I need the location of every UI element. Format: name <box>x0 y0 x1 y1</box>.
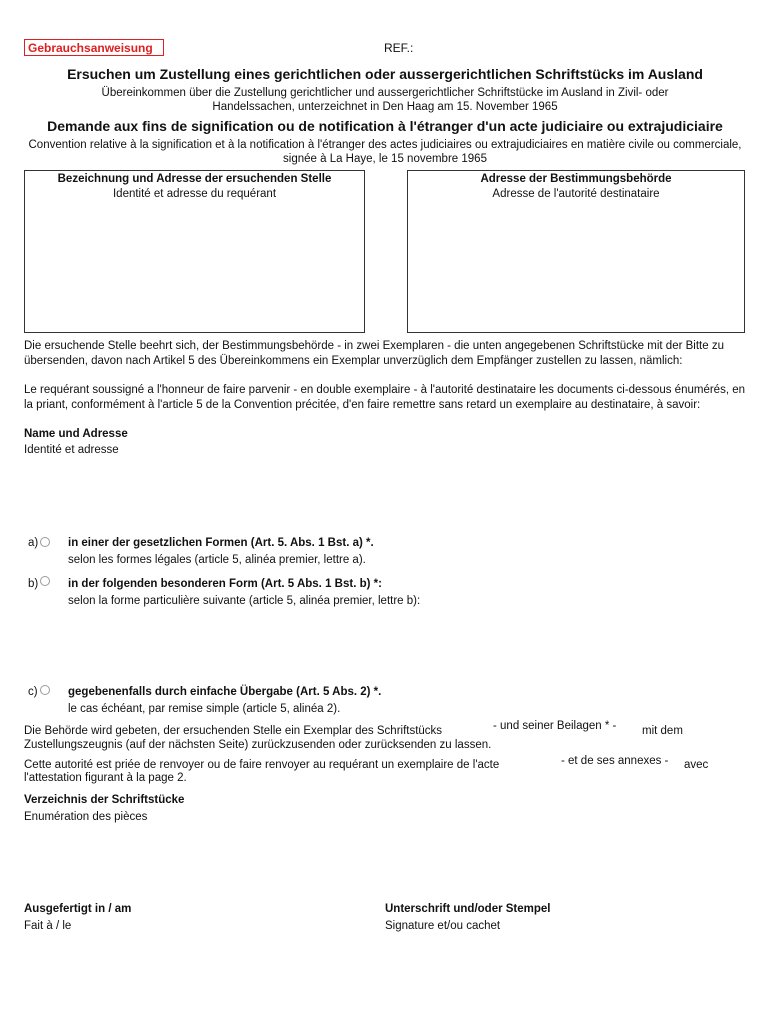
return-text-de-line2: Zustellungszeugnis (auf der nächsten Seite) zurückzusenden oder zurücksenden zu lassen. <box>24 739 492 751</box>
recipient-label-de: Name und Adresse <box>24 428 128 440</box>
option-c-label-de: gegebenenfalls durch einfache Übergabe (Art. 5 Abs. 2) *. <box>68 686 382 698</box>
option-c-letter: c) <box>28 686 38 698</box>
page-title-fr: Demande aux fins de signification ou de notification à l'étranger d'un acte judiciaire ou extrajudiciaire <box>47 118 723 134</box>
return-text-fr-part2: avec <box>684 759 709 771</box>
option-c-label-fr: le cas échéant, par remise simple (article 5, alinéa 2). <box>68 703 341 715</box>
destination-authority-title-fr: Adresse de l'autorité destinataire <box>492 188 660 200</box>
documents-label-fr: Enumération des pièces <box>24 811 148 823</box>
instructions-button[interactable]: Gebrauchsanweisung <box>24 39 164 56</box>
option-b-label-de: in der folgenden besonderen Form (Art. 5 Abs. 1 Bst. b) *: <box>68 578 382 590</box>
page-subtitle-fr: Convention relative à la signification et à la notification à l'étranger des actes judiciaires ou extrajudiciaires en matière civile ou commerciale, signée à La Haye, le 15 novembre 1965 <box>28 139 742 165</box>
option-c-radio[interactable] <box>40 685 50 695</box>
option-a-label-de: in einer der gesetzlichen Formen (Art. 5. Abs. 1 Bst. a) *. <box>68 537 374 549</box>
recipient-label-fr: Identité et adresse <box>24 444 119 456</box>
page-subtitle-de: Übereinkommen über die Zustellung gerichtlicher und aussergerichtlicher Schriftstücke im Ausland in Zivil- oder Handelssachen, unterzeichnet in Den Haag am 15. November 1965 <box>101 87 669 113</box>
return-option-de[interactable]: - und seiner Beilagen * - <box>493 720 617 732</box>
done-at-input-area[interactable] <box>24 936 354 976</box>
option-b-radio[interactable] <box>40 576 50 586</box>
signature-label-de: Unterschrift und/oder Stempel <box>385 903 551 915</box>
ref-input[interactable] <box>420 40 740 56</box>
done-at-label-fr: Fait à / le <box>24 920 72 932</box>
requesting-authority-title-fr: Identité et adresse du requérant <box>112 188 277 200</box>
recipient-input-area[interactable] <box>24 460 746 530</box>
option-a-letter: a) <box>28 537 39 549</box>
option-b-letter: b) <box>28 578 39 590</box>
documents-input-area[interactable] <box>24 828 746 898</box>
ref-label: REF.: <box>384 41 414 55</box>
destination-authority-box[interactable] <box>407 170 745 333</box>
return-text-fr-line2: l'attestation figurant à la page 2. <box>24 772 187 784</box>
option-a-radio[interactable] <box>40 537 50 547</box>
intro-paragraph-fr: Le requérant soussigné a l'honneur de faire parvenir - en double exemplaire - à l'autorité destinataire les documents ci-dessous énumérés, en la priant, conformément à l'article 5 de la Convention précitée, d'en faire remettre sans retard un exemplaire au destinataire, à savoir: <box>24 384 746 411</box>
return-text-de-part1: Die Behörde wird gebeten, der ersuchenden Stelle ein Exemplar des Schriftstücks <box>24 725 443 737</box>
documents-label-de: Verzeichnis der Schriftstücke <box>24 794 185 806</box>
requesting-authority-box[interactable] <box>24 170 365 333</box>
intro-paragraph-de: Die ersuchende Stelle beehrt sich, der Bestimmungsbehörde - in zwei Exemplaren - die unten angegebenen Schriftstücke mit der Bitte zu übersenden, davon nach Artikel 5 des Übereinkommens ein Exemplar unverzüglich dem Empfänger zustellen zu lassen, nämlich: <box>24 340 724 367</box>
special-form-input-area[interactable] <box>68 612 746 682</box>
page-title-de: Ersuchen um Zustellung eines gerichtlichen oder aussergerichtlichen Schriftstücks im Ausland <box>67 66 703 82</box>
requesting-authority-title-de: Bezeichnung und Adresse der ersuchenden Stelle <box>57 173 332 185</box>
option-b-label-fr: selon la forme particulière suivante (article 5, alinéa premier, lettre b): <box>68 595 421 607</box>
option-a-label-fr: selon les formes légales (article 5, alinéa premier, lettre a). <box>68 554 366 566</box>
return-text-fr-part1: Cette autorité est priée de renvoyer ou de faire renvoyer au requérant un exemplaire de l'acte <box>24 759 500 771</box>
signature-input-area[interactable] <box>385 936 745 976</box>
done-at-label-de: Ausgefertigt in / am <box>24 903 132 915</box>
return-option-fr[interactable]: - et de ses annexes - <box>561 755 669 767</box>
signature-label-fr: Signature et/ou cachet <box>385 920 501 932</box>
return-text-de-part2: mit dem <box>642 725 683 737</box>
destination-authority-title-de: Adresse der Bestimmungsbehörde <box>480 173 672 185</box>
